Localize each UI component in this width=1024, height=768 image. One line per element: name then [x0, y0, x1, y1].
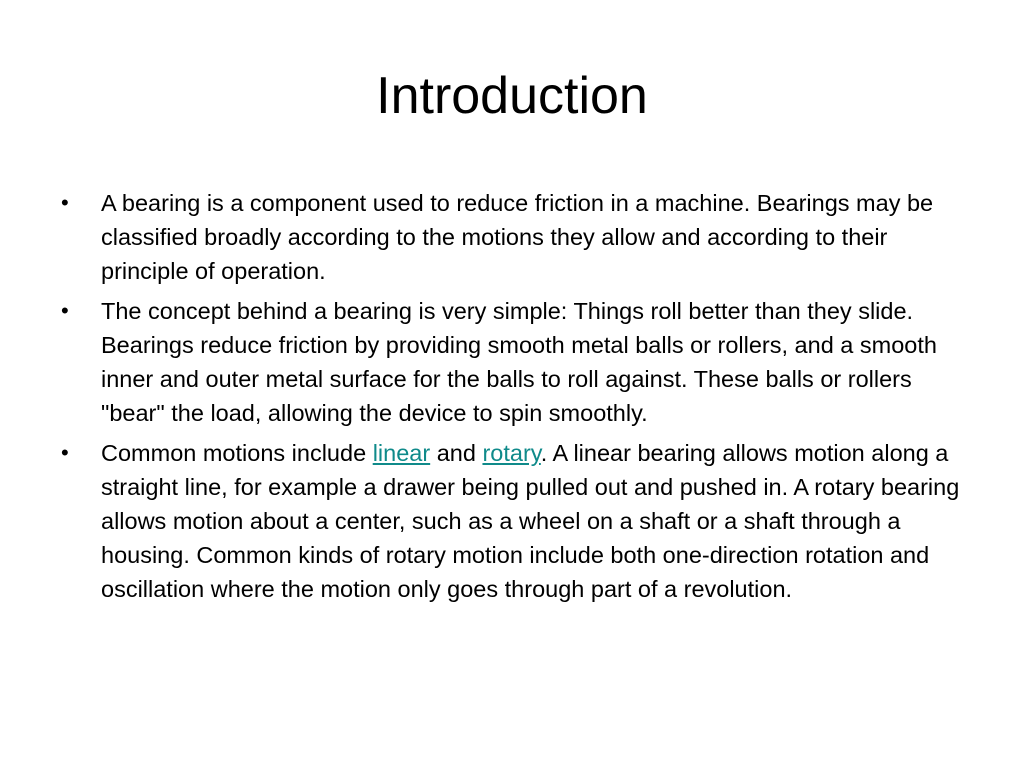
bullet-icon: • [61, 190, 69, 215]
slide-content [56, 186, 968, 612]
slide-title: Introduction [376, 67, 648, 125]
rotary-link[interactable]: rotary [482, 440, 541, 466]
bullet-item-3 [56, 436, 968, 606]
bullet-text-1: A bearing is a component used to reduce friction in a machine. Bearings may be classified broadly according to the motions they allow and according to their principle of operation. [101, 190, 934, 284]
bullet-icon: • [61, 298, 69, 323]
bullet-text-2: The concept behind a bearing is very simple: Things roll better than they slide. Bearings reduce friction by providing smooth metal balls or rollers, and a smooth inner and outer metal surface for the balls to roll against. These balls or rollers "bear" the load, allowing the device to spin smoothly. [101, 298, 937, 426]
bullet-text-3-part-2: and [430, 440, 483, 466]
bullet-text-3-part-1: Common motions include [101, 440, 373, 466]
bullet-icon: • [61, 440, 69, 465]
bullet-item-2 [56, 294, 968, 430]
bullet-text-3-part-3: . A linear bearing allows motion along a straight line, for example a drawer being pulled out and pushed in. A rotary bearing allows motion about a center, such as a wheel on a shaft or a shaft through a housing. Common kinds of rotary motion include both one-direction rotation and oscillation where the motion only goes through part of a revolution. [101, 440, 960, 602]
linear-link[interactable]: linear [372, 440, 431, 466]
bullet-item-1 [56, 186, 968, 288]
bullet-list [56, 186, 968, 606]
